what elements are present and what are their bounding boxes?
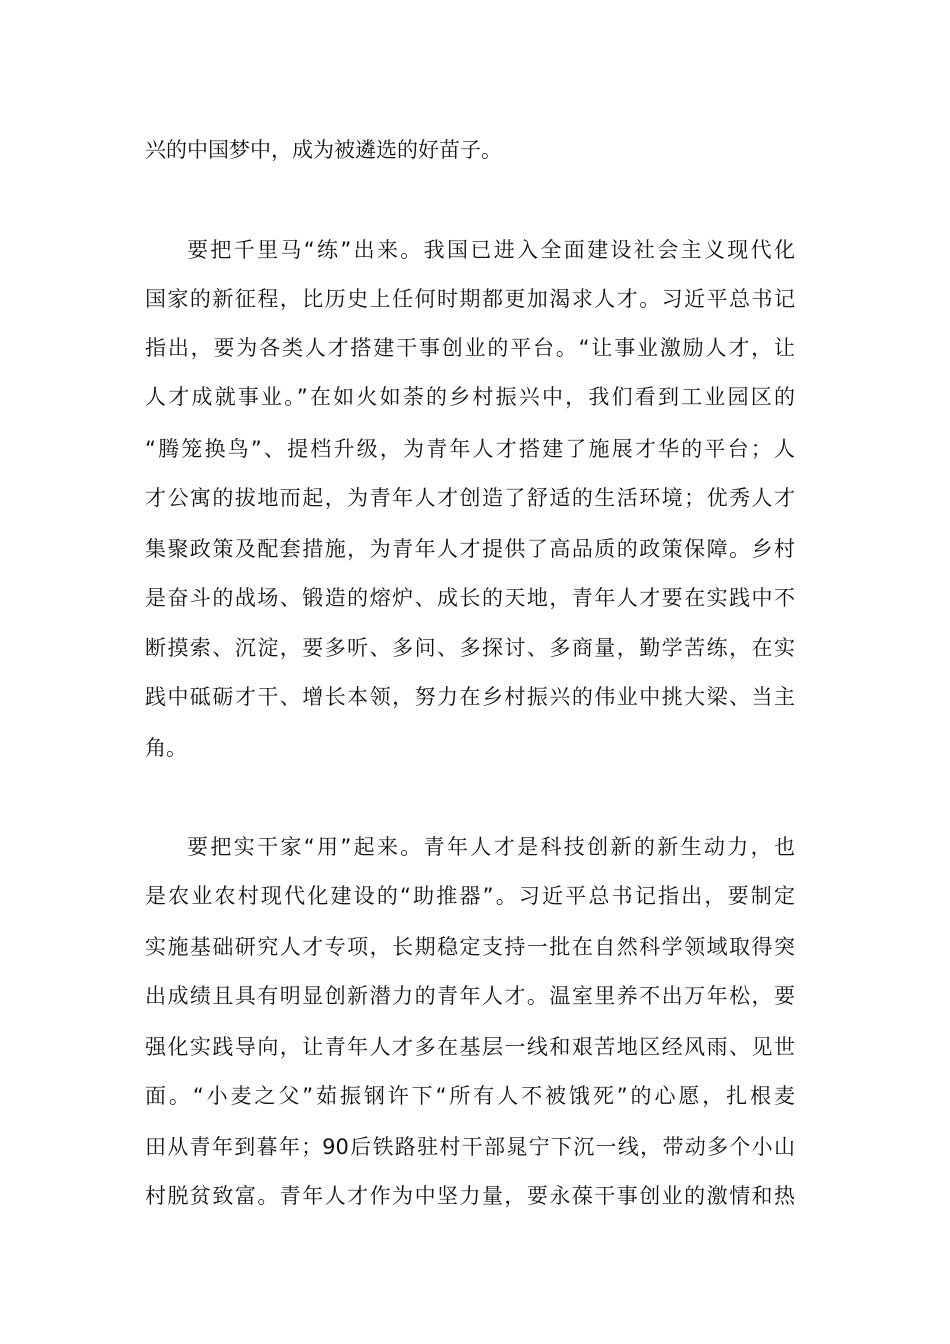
text-line-14: 是农业农村现代化建设的“助推器”。习近平总书记指出，要制定: [145, 884, 795, 908]
text-line-2: 要把千里马“练”出来。我国已进入全面建设社会主义现代化: [187, 238, 795, 262]
text-line-17: 强化实践导向，让青年人才多在基层一线和艰苦地区经风雨、见世: [145, 1035, 795, 1059]
text-line-4: 指出，要为各类人才搭建干事创业的平台。“让事业激励人才，让: [145, 336, 795, 360]
text-line-12: 角。: [145, 736, 187, 760]
text-line-8: 集聚政策及配套措施，为青年人才提供了高品质的政策保障。乡村: [145, 537, 795, 561]
text-line-5: 人才成就事业。”在如火如荼的乡村振兴中，我们看到工业园区的: [145, 385, 795, 409]
text-line-16: 出成绩且具有明显创新潜力的青年人才。温室里养不出万年松，要: [145, 984, 795, 1008]
text-line-3: 国家的新征程，比历史上任何时期都更加渴求人才。习近平总书记: [145, 287, 795, 311]
text-line-9: 是奋斗的战场、锻造的熔炉、成长的天地，青年人才要在实践中不: [145, 586, 795, 610]
text-line-7: 才公寓的拔地而起，为青年人才创造了舒适的生活环境；优秀人才: [145, 486, 795, 510]
text-line-15: 实施基础研究人才专项，长期稳定支持一批在自然科学领域取得突: [145, 935, 795, 959]
text-line-10: 断摸索、沉淀，要多听、多问、多探讨、多商量，勤学苦练，在实: [145, 636, 795, 660]
text-line-19: 田从青年到暮年；90后铁路驻村干部晁宁下沉一线，带动多个小山: [145, 1135, 795, 1159]
text-line-6: “腾笼换鸟”、提档升级，为青年人才搭建了施展才华的平台；人: [145, 437, 795, 461]
text-line-20: 村脱贫致富。青年人才作为中坚力量，要永葆干事创业的激情和热: [145, 1184, 795, 1208]
text-line-18: 面。“小麦之父”茹振钢许下“所有人不被饿死”的心愿，扎根麦: [145, 1084, 795, 1108]
text-line-11: 践中砥砺才干、增长本领，努力在乡村振兴的伟业中挑大梁、当主: [145, 685, 795, 709]
text-line-13: 要把实干家“用”起来。青年人才是科技创新的新生动力，也: [187, 835, 795, 859]
text-line-1: 兴的中国梦中，成为被遴选的好苗子。: [145, 138, 502, 162]
